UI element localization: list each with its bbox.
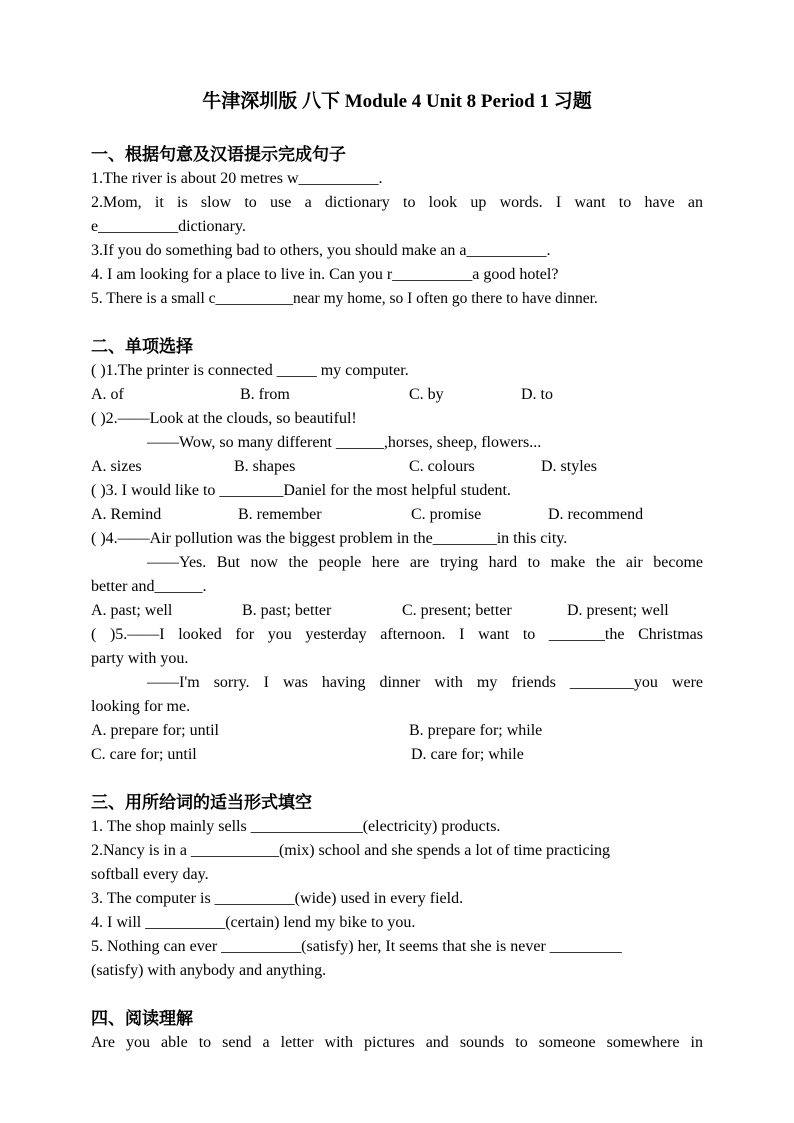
q1-option-b: B. from	[240, 386, 290, 403]
q5-option-c: C. care for; until	[91, 746, 197, 763]
q5-stem-2: party with you.	[91, 650, 189, 667]
q4-stem: ( )4.——Air pollution was the biggest problem in the________in this city.	[91, 530, 568, 547]
s1-line-1: 1.The river is about 20 metres w__________.	[91, 170, 383, 187]
q2-stem: ( )2.——Look at the clouds, so beautiful!	[91, 410, 357, 427]
q4-stem-3: better and______.	[91, 578, 207, 595]
s3-line-7: (satisfy) with anybody and anything.	[91, 962, 327, 979]
q5-option-a: A. prepare for; until	[91, 722, 219, 739]
section-4-heading: 四、阅读理解	[91, 1009, 193, 1028]
q1-stem: ( )1.The printer is connected _____ my computer.	[91, 362, 409, 379]
s3-line-6: 5. Nothing can ever __________(satisfy) her, It seems that she is never _________	[91, 938, 622, 955]
q4-option-d: D. present; well	[567, 602, 669, 619]
q2-option-a: A. sizes	[91, 458, 142, 475]
q3-option-c: C. promise	[411, 506, 482, 523]
s1-line-6: 5. There is a small c__________near my home, so I often go there to have dinner.	[91, 290, 598, 307]
q5-option-d: D. care for; while	[411, 746, 524, 763]
s3-line-1: 1. The shop mainly sells ______________(electricity) products.	[91, 818, 501, 835]
q4-stem-2: ——Yes. But now the people here are trying hard to make the air become	[147, 554, 703, 571]
page-title: 牛津深圳版 八下 Module 4 Unit 8 Period 1 习题	[202, 91, 592, 112]
s4-line-1: Are you able to send a letter with pictures and sounds to someone somewhere in	[91, 1034, 703, 1051]
q1-option-a: A. of	[91, 386, 124, 403]
q4-option-a: A. past; well	[91, 602, 173, 619]
q2-option-d: D. styles	[541, 458, 597, 475]
q4-option-b: B. past; better	[242, 602, 332, 619]
section-2-heading: 二、单项选择	[91, 337, 193, 356]
q2-option-b: B. shapes	[234, 458, 296, 475]
q2-stem-2: ——Wow, so many different ______,horses, sheep, flowers...	[147, 434, 542, 451]
section-1-heading: 一、根据句意及汉语提示完成句子	[91, 145, 346, 164]
q1-option-d: D. to	[521, 386, 553, 403]
s1-line-5: 4. I am looking for a place to live in. Can you r__________a good hotel?	[91, 266, 559, 283]
s3-line-3: softball every day.	[91, 866, 209, 883]
q5-option-b: B. prepare for; while	[409, 722, 543, 739]
q3-option-b: B. remember	[238, 506, 322, 523]
q3-option-d: D. recommend	[548, 506, 644, 523]
s3-line-4: 3. The computer is __________(wide) used in every field.	[91, 890, 464, 907]
q1-option-c: C. by	[409, 386, 444, 403]
s1-line-3: e__________dictionary.	[91, 218, 246, 235]
q3-option-a: A. Remind	[91, 506, 162, 523]
s3-line-2: 2.Nancy is in a ___________(mix) school and she spends a lot of time practicing	[91, 842, 611, 859]
q5-stem: ( )5.——I looked for you yesterday afternoon. I want to _______the Christmas	[91, 626, 703, 643]
section-3-heading: 三、用所给词的适当形式填空	[91, 793, 312, 812]
s1-line-2: 2.Mom, it is slow to use a dictionary to look up words. I want to have an	[91, 194, 703, 211]
q2-option-c: C. colours	[409, 458, 475, 475]
q4-option-c: C. present; better	[402, 602, 512, 619]
s1-line-4: 3.If you do something bad to others, you should make an a__________.	[91, 242, 551, 259]
s3-line-5: 4. I will __________(certain) lend my bike to you.	[91, 914, 416, 931]
q5-stem-4: looking for me.	[91, 698, 191, 715]
q5-stem-3: ——I'm sorry. I was having dinner with my friends ________you were	[147, 674, 703, 691]
q3-stem: ( )3. I would like to ________Daniel for the most helpful student.	[91, 482, 511, 499]
